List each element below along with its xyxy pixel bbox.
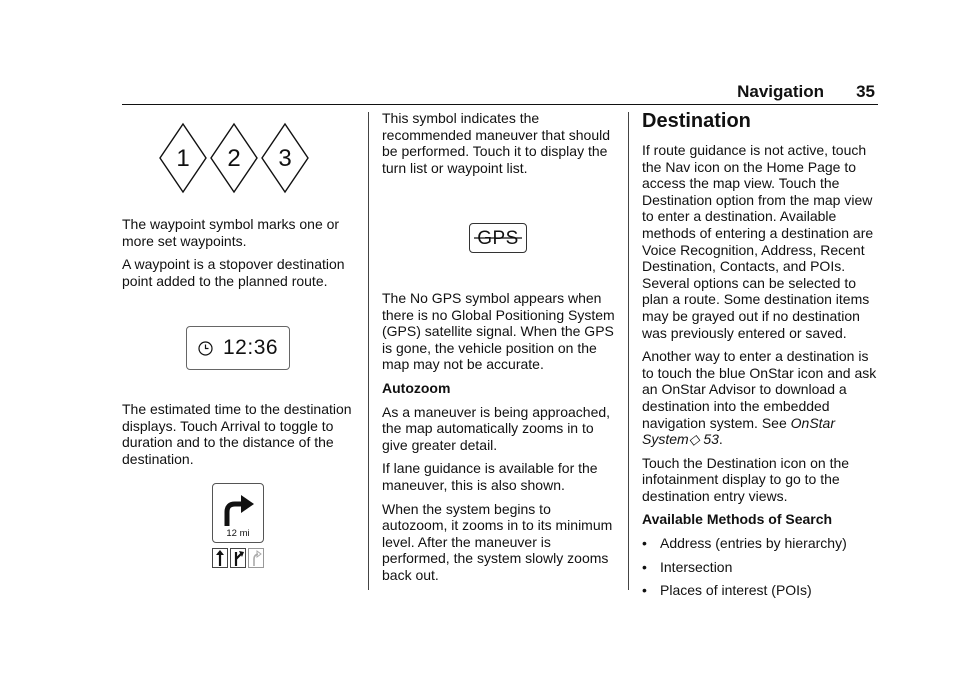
lane-guidance-description: If lane guidance is available for the maneuver, this is also shown. [382, 460, 598, 493]
no-gps-symbol [469, 223, 527, 253]
lane-guidance-straight [212, 548, 228, 568]
arrival-time-description: The estimated time to the destination displays. Touch Arrival to toggle to duration and to the distance of the destination. [122, 401, 352, 467]
list-item: • Address (entries by hierarchy) [642, 535, 880, 552]
column-2-text-b [382, 290, 618, 591]
lane-right-arrow-icon [231, 549, 245, 567]
autozoom-description: As a maneuver is being approached, the map automatically zooms in to give greater detail. [382, 403, 611, 453]
destination-icon-paragraph: Touch the Destination icon on the infotainment display to go to the destination entry views. [642, 454, 850, 504]
right-turn-arrow-icon [221, 492, 257, 528]
column-1-text-b [122, 401, 354, 474]
no-gps-description: The No GPS symbol appears when there is no Global Positioning System (GPS) satellite signal. When the GPS is gone, the vehicle position on the map may not be accurate. [382, 290, 615, 373]
arrival-time-value: 12:36 [223, 336, 279, 359]
column-1-text-a [122, 216, 354, 296]
arrival-time-symbol [186, 326, 290, 370]
autozoom-heading: Autozoom [382, 379, 451, 396]
page-number: 35 [856, 82, 875, 101]
list-item: • Intersection [642, 559, 880, 576]
straight-arrow-icon [213, 549, 227, 567]
inactive-lane-arrow-icon [249, 549, 263, 567]
gps-label: GPS [477, 228, 519, 249]
autozoom-behavior: When the system begins to autozoom, it zooms in to its minimum level. After the maneuver is performed, the system slowly zooms back out. [382, 500, 613, 583]
lane-guidance-right-turn [230, 548, 246, 568]
maneuver-symbol [212, 483, 264, 543]
clock-icon [198, 341, 213, 356]
column-divider-2 [628, 112, 629, 590]
destination-intro: If route guidance is not active, touch the Nav icon on the Home Page to access the map view. Touch the Destination option from the map view to enter a destination. Available methods of entering a destination are Voice Recognition, Address, Recent Destination, Contacts, and POIs. Several options can be selected to plan a route. Some destination items may be grayed out if no destination was previously entered or saved. [642, 142, 874, 341]
search-methods-heading: Available Methods of Search [642, 511, 833, 528]
onstar-page-ref: ◇ 53 [688, 431, 719, 448]
waypoint-label-1: 1 [176, 145, 190, 172]
onstar-link[interactable]: OnStar System [642, 414, 835, 448]
lane-guidance-inactive [248, 548, 264, 568]
maneuver-distance: 12 mi [226, 528, 250, 539]
page-header [122, 82, 878, 105]
search-methods-list [642, 535, 880, 599]
section-title: Navigation [737, 82, 824, 101]
list-item: • Places of interest (POIs) [642, 582, 880, 599]
waypoint-label-2: 2 [227, 145, 241, 172]
maneuver-description: This symbol indicates the recommended maneuver that should be performed. Touch it to display the turn list or waypoint list. [382, 110, 611, 176]
column-2-text-a [382, 110, 618, 183]
destination-heading: Destination [642, 110, 751, 132]
onstar-text: Another way to enter a destination is to touch the blue OnStar icon and ask an OnStar Advisor to download a destination into the embedded navigation system. See [642, 348, 877, 431]
waypoint-label-3: 3 [278, 145, 292, 172]
onstar-paragraph [642, 348, 880, 448]
column-3 [642, 110, 880, 606]
waypoint-symbols-figure [157, 122, 312, 194]
waypoint-description: The waypoint symbol marks one or more set waypoints. [122, 216, 340, 249]
gps-strike-icon [470, 224, 526, 252]
waypoint-definition: A waypoint is a stopover destination point added to the planned route. [122, 256, 345, 289]
column-divider-1 [368, 112, 369, 590]
onstar-end: . [718, 431, 723, 448]
